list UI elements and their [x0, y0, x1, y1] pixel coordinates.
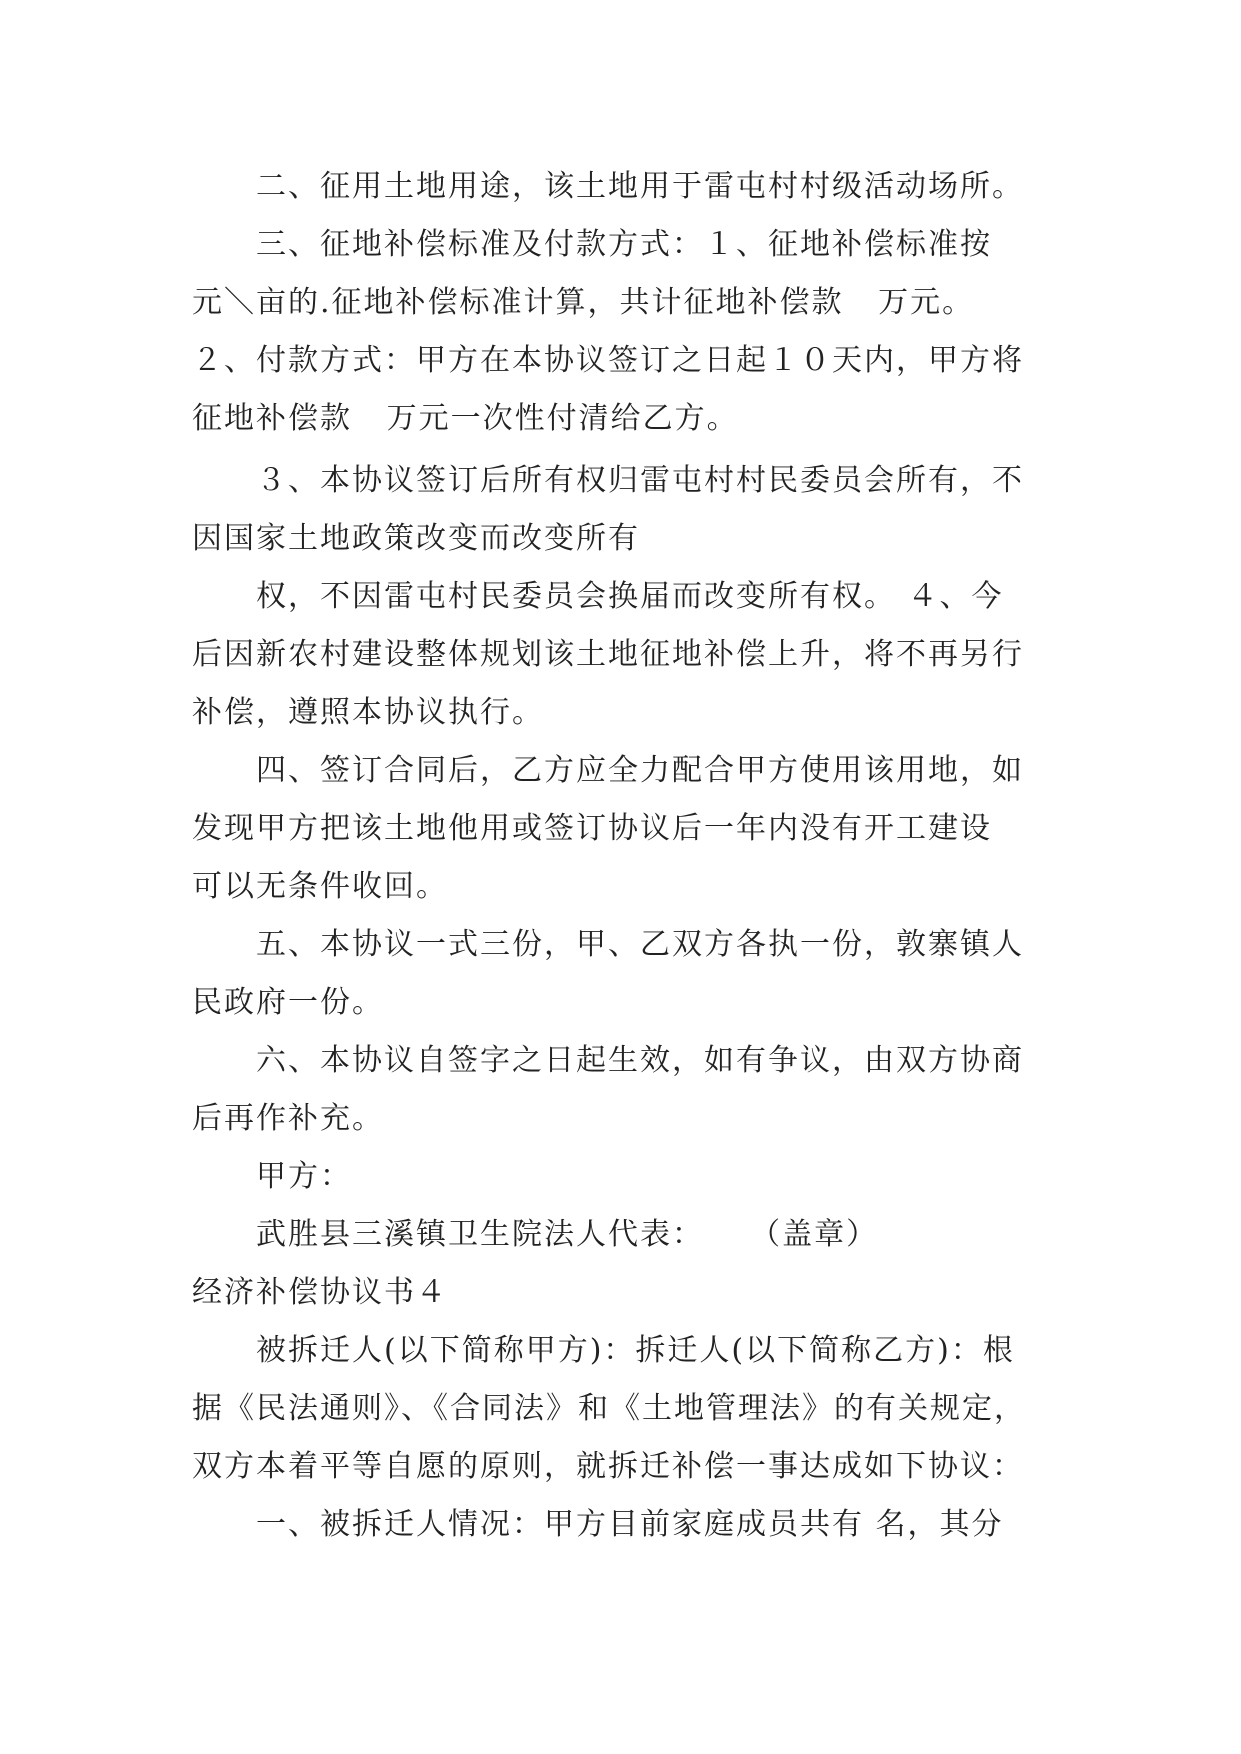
paragraph-line: 权，不因雷屯村民委员会换届而改变所有权。 ４、今 — [256, 579, 1004, 614]
paragraph-line: 五、本协议一式三份，甲、乙双方各执一份，敦寨镇人 — [256, 927, 1024, 962]
paragraph-line: 双方本着平等自愿的原则，就拆迁补偿一事达成如下协议： — [192, 1449, 1024, 1484]
paragraph-line: 六、本协议自签字之日起生效，如有争议，由双方协商 — [256, 1043, 1024, 1078]
paragraph-line: 后因新农村建设整体规划该土地征地补偿上升，将不再另行 — [192, 637, 1024, 672]
paragraph-line: 补偿，遵照本协议执行。 — [192, 695, 544, 730]
paragraph-line: 可以无条件收回。 — [192, 869, 448, 904]
section-title: 经济补偿协议书４ — [192, 1275, 448, 1310]
paragraph-line: 发现甲方把该土地他用或签订协议后一年内没有开工建设 — [192, 811, 992, 846]
document-body — [192, 158, 1072, 1554]
paragraph-line: 四、签订合同后，乙方应全力配合甲方使用该用地，如 — [256, 753, 1024, 788]
party-a-label: 甲方： — [256, 1159, 352, 1194]
paragraph-line: 被拆迁人(以下简称甲方)：拆迁人(以下简称乙方)：根 — [256, 1333, 1015, 1368]
paragraph-line: 因国家土地政策改变而改变所有 — [192, 521, 640, 556]
paragraph-line: 一、被拆迁人情况：甲方目前家庭成员共有 名，其分 — [256, 1507, 1004, 1542]
paragraph-line: 征地补偿款 万元一次性付清给乙方。 — [192, 401, 739, 436]
paragraph-line: 后再作补充。 — [192, 1101, 384, 1136]
signature-line: 武胜县三溪镇卫生院法人代表： （盖章） — [256, 1217, 879, 1252]
paragraph-line: 民政府一份。 — [192, 985, 384, 1020]
paragraph-line: ２、付款方式：甲方在本协议签订之日起１０天内，甲方将 — [192, 343, 1024, 378]
paragraph-line: 三、征地补偿标准及付款方式：１、征地补偿标准按 — [256, 227, 992, 262]
paragraph-line: 据《民法通则》、《合同法》和《土地管理法》的有关规定， — [192, 1391, 1026, 1426]
paragraph-line: ３、本协议签订后所有权归雷屯村村民委员会所有，不 — [256, 463, 1024, 498]
paragraph-line: 二、征用土地用途，该土地用于雷屯村村级活动场所。 — [256, 169, 1024, 204]
paragraph-line: 元＼亩的.征地补偿标准计算，共计征地补偿款 万元。 — [192, 285, 975, 320]
